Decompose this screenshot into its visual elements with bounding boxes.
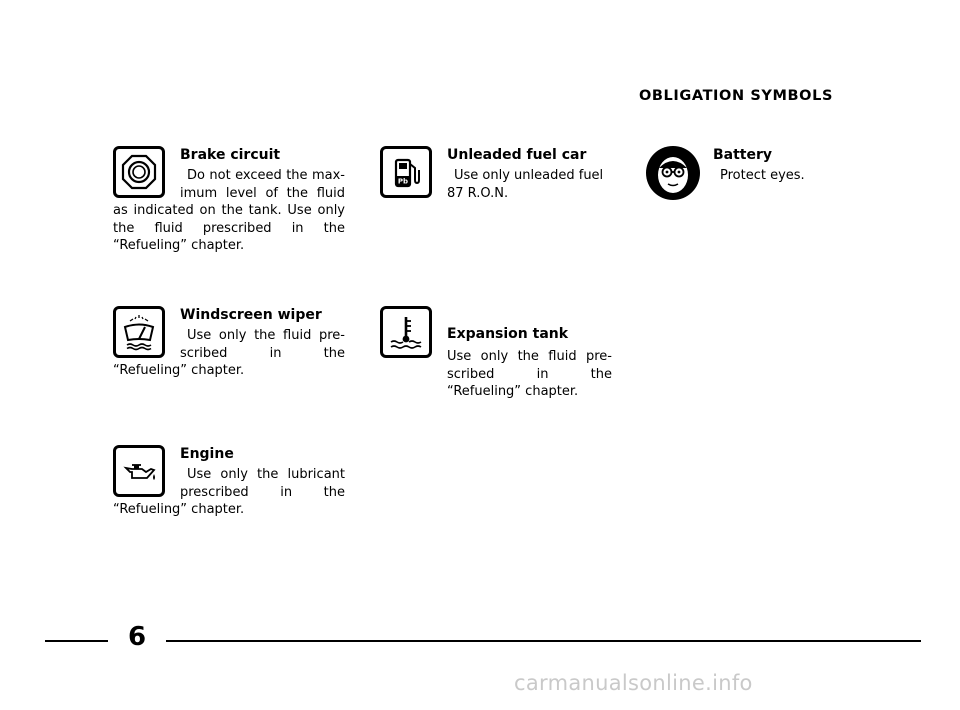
unleaded-fuel-pump-icon: [380, 146, 432, 198]
entry-title: Brake circuit: [180, 147, 281, 163]
page-number: 6: [128, 622, 147, 652]
entry-brake-circuit: [113, 146, 345, 255]
entry-title: Expansion tank: [447, 326, 569, 342]
section-title: OBLIGATION SYMBOLS: [638, 88, 833, 104]
entry-text: Use only the fluid pre-scribed in the “Refueling” chapter.: [113, 328, 345, 378]
windscreen-washer-icon: [113, 306, 165, 358]
entry-text: Use only the fluid pre-scribed in the “Refueling” chapter.: [447, 349, 612, 399]
footer-rule-right: [166, 640, 921, 642]
entry-text: Protect eyes.: [720, 168, 805, 183]
oil-can-icon: [113, 445, 165, 497]
brake-fluid-icon: [113, 146, 165, 198]
entry-text: Use only the lubricant prescribed in the “Refueling” chapter.: [113, 467, 345, 517]
entry-title: Windscreen wiper: [180, 307, 322, 323]
watermark: carmanualsonline.info: [514, 671, 753, 695]
entry-unleaded-fuel: [380, 146, 612, 202]
eye-protection-icon: [646, 146, 700, 200]
svg-text:Pb: Pb: [397, 177, 409, 186]
entry-text: Do not exceed the max-imum level of the fluid as indicated on the tank. Use only the fluid prescribed in the “Refueling” chapter.: [113, 168, 345, 253]
entry-text: Use only unleaded fuel 87 R.O.N.: [447, 168, 604, 201]
entry-title: Battery: [713, 147, 773, 163]
entry-title: Engine: [180, 446, 234, 462]
coolant-temperature-icon: [380, 306, 432, 358]
entry-engine: [113, 445, 345, 519]
entry-title: Unleaded fuel car: [447, 147, 587, 163]
entry-expansion-tank: [380, 306, 612, 401]
entry-windscreen-wiper: [113, 306, 345, 380]
entry-battery: [646, 146, 878, 185]
footer-rule-left: [45, 640, 108, 642]
